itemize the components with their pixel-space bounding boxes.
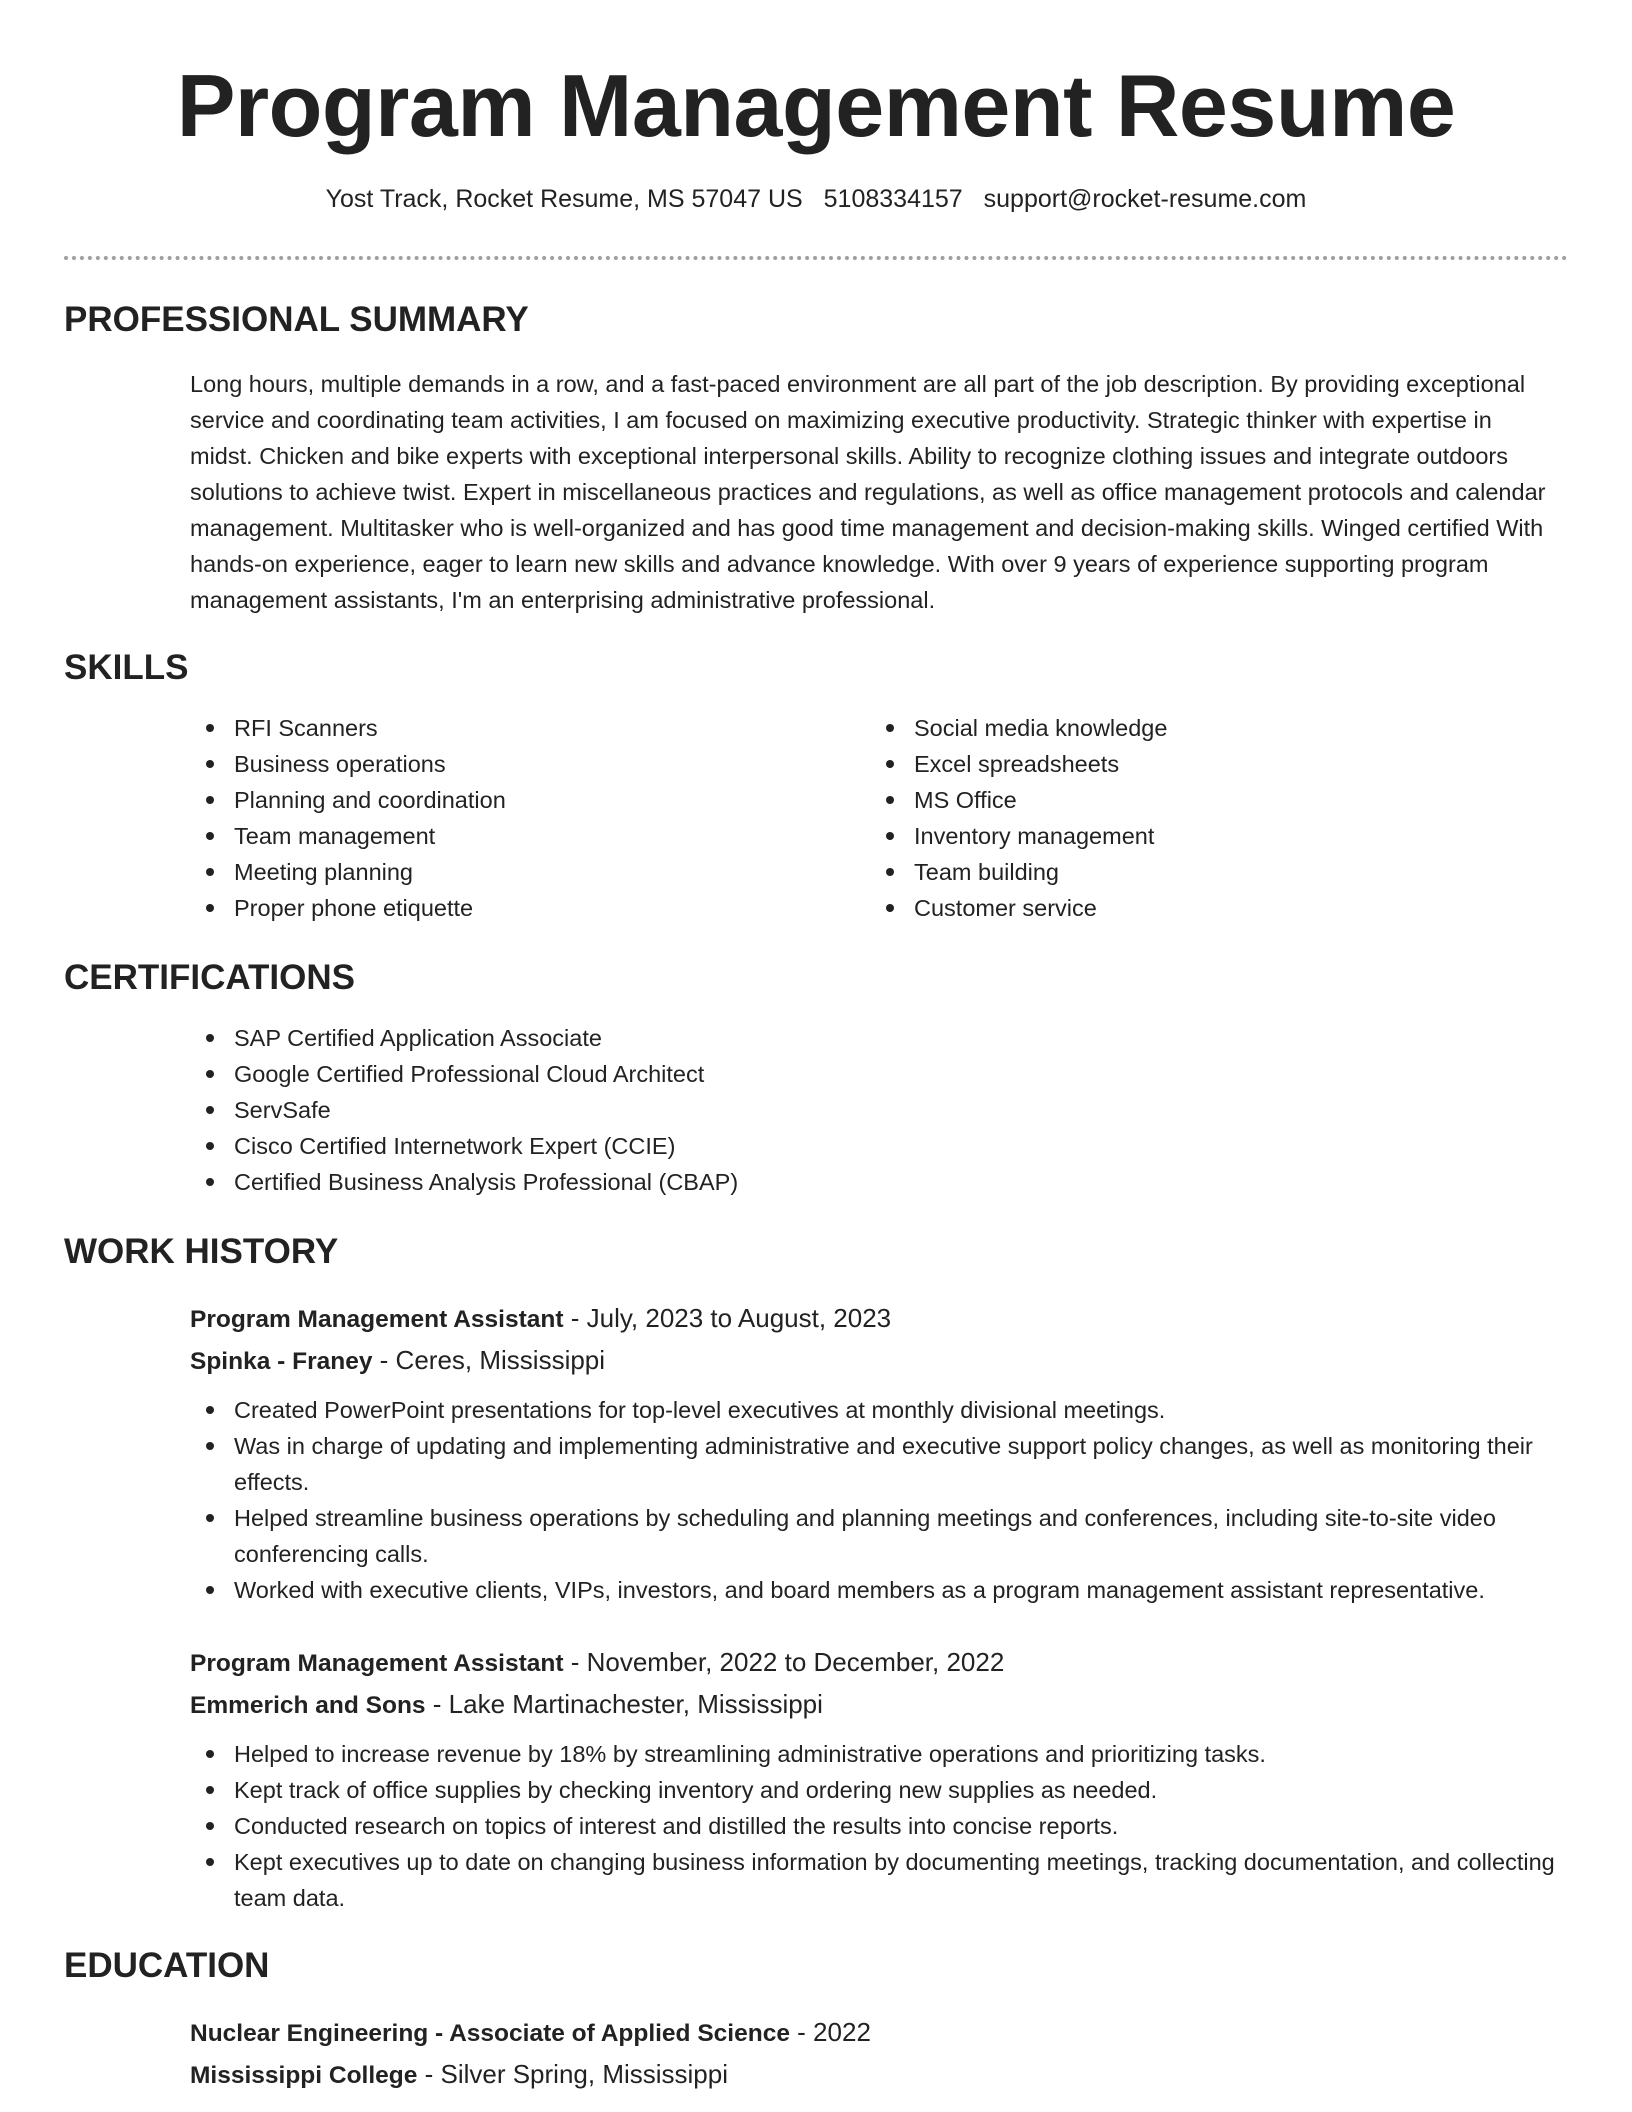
skill-item: Social media knowledge (870, 710, 1550, 746)
work-history-section (64, 1232, 1568, 1916)
skill-item: Meeting planning (190, 854, 870, 890)
job-company-line (190, 1340, 1568, 1382)
contact-email: support@rocket-resume.com (983, 185, 1307, 213)
skill-item: Inventory management (870, 818, 1550, 854)
job-dates: - November, 2022 to December, 2022 (563, 1647, 1005, 1677)
job-role-line (190, 1642, 1568, 1684)
contact-address: Yost Track, Rocket Resume, MS 57047 US (325, 185, 803, 213)
job-role: Program Management Assistant (190, 1650, 564, 1677)
education-degree-line (190, 2012, 1568, 2054)
skill-item: Team building (870, 854, 1550, 890)
job-role: Program Management Assistant (190, 1306, 564, 1333)
certification-item: Google Certified Professional Cloud Architect (190, 1056, 1568, 1092)
certifications-heading: CERTIFICATIONS (64, 958, 356, 997)
job-dates: - July, 2023 to August, 2023 (563, 1303, 892, 1333)
education-heading: EDUCATION (64, 1946, 270, 1985)
skills-heading: SKILLS (64, 648, 189, 687)
education-year: - 2022 (789, 2017, 871, 2047)
skills-section (64, 648, 1568, 926)
summary-text: Long hours, multiple demands in a row, and a fast-paced environment are all part of the job description. By providing exceptional service and coordinating team activities, I am focused on maximizing executive productivity. Strategic thinker with expertise in midst. Chicken and bike experts with exceptional interpersonal skills. Ability to recognize clothing issues and integrate outdoors solutions to achieve twist. Expert in miscellaneous practices and regulations, as well as office management protocols and calendar management. Multitasker who is well-organized and has good time management and decision-making skills. Winged certified With hands-on experience, eager to learn new skills and advance knowledge. With over 9 years of experience supporting program management assistants, I'm an enterprising administrative professional. (190, 371, 1546, 613)
skill-item: Proper phone etiquette (190, 890, 870, 926)
education-degree: Nuclear Engineering - Associate of Applied Science (190, 2020, 790, 2047)
education-school-line (190, 2054, 1568, 2096)
job-location: - Lake Martinachester, Mississippi (425, 1689, 823, 1719)
contact-phone: 5108334157 (823, 185, 963, 213)
job-duty: Created PowerPoint presentations for top-level executives at monthly divisional meetings. (190, 1392, 1568, 1428)
skill-item: MS Office (870, 782, 1550, 818)
job-entry (190, 1298, 1568, 1608)
summary-heading: PROFESSIONAL SUMMARY (64, 300, 529, 339)
skills-list-left (190, 710, 870, 926)
education-location: - Silver Spring, Mississippi (417, 2059, 729, 2089)
education-section (64, 1946, 1568, 2096)
certification-item: ServSafe (190, 1092, 1568, 1128)
contact-line (64, 184, 1568, 214)
job-duty: Conducted research on topics of interest and distilled the results into concise reports. (190, 1808, 1568, 1844)
skill-item: Planning and coordination (190, 782, 870, 818)
certifications-section (64, 958, 1568, 1200)
certification-item: SAP Certified Application Associate (190, 1020, 1568, 1056)
job-duties-list (190, 1392, 1568, 1608)
header-divider (64, 256, 1568, 260)
skill-item: RFI Scanners (190, 710, 870, 746)
job-duty: Kept track of office supplies by checking inventory and ordering new supplies as needed. (190, 1772, 1568, 1808)
skill-item: Business operations (190, 746, 870, 782)
job-duty: Helped to increase revenue by 18% by streamlining administrative operations and prioritizing tasks. (190, 1736, 1568, 1772)
summary-section (64, 300, 1568, 618)
skill-item: Team management (190, 818, 870, 854)
job-location: - Ceres, Mississippi (372, 1345, 606, 1375)
skills-columns (190, 710, 1568, 926)
job-duties-list (190, 1736, 1568, 1916)
resume-header (64, 0, 1568, 214)
skills-list-right (870, 710, 1550, 926)
job-entry (190, 1642, 1568, 1916)
job-company: Emmerich and Sons (190, 1692, 426, 1719)
job-role-line (190, 1298, 1568, 1340)
job-duty: Was in charge of updating and implementing administrative and executive support policy changes, as well as monitoring their effects. (190, 1428, 1568, 1500)
job-company: Spinka - Franey (190, 1348, 373, 1375)
certification-item: Certified Business Analysis Professional (CBAP) (190, 1164, 1568, 1200)
skill-item: Excel spreadsheets (870, 746, 1550, 782)
skill-item: Customer service (870, 890, 1550, 926)
education-entry (190, 2012, 1568, 2096)
job-duty: Worked with executive clients, VIPs, investors, and board members as a program management assistant representative. (190, 1572, 1568, 1608)
certification-item: Cisco Certified Internetwork Expert (CCIE) (190, 1128, 1568, 1164)
work-history-heading: WORK HISTORY (64, 1232, 339, 1271)
resume-title: Program Management Resume (176, 56, 1456, 155)
job-duty: Kept executives up to date on changing business information by documenting meetings, tracking documentation, and collecting team data. (190, 1844, 1568, 1916)
education-school: Mississippi College (190, 2062, 418, 2089)
certifications-list (190, 1020, 1568, 1200)
job-duty: Helped streamline business operations by scheduling and planning meetings and conferences, including site-to-site video conferencing calls. (190, 1500, 1568, 1572)
job-company-line (190, 1684, 1568, 1726)
